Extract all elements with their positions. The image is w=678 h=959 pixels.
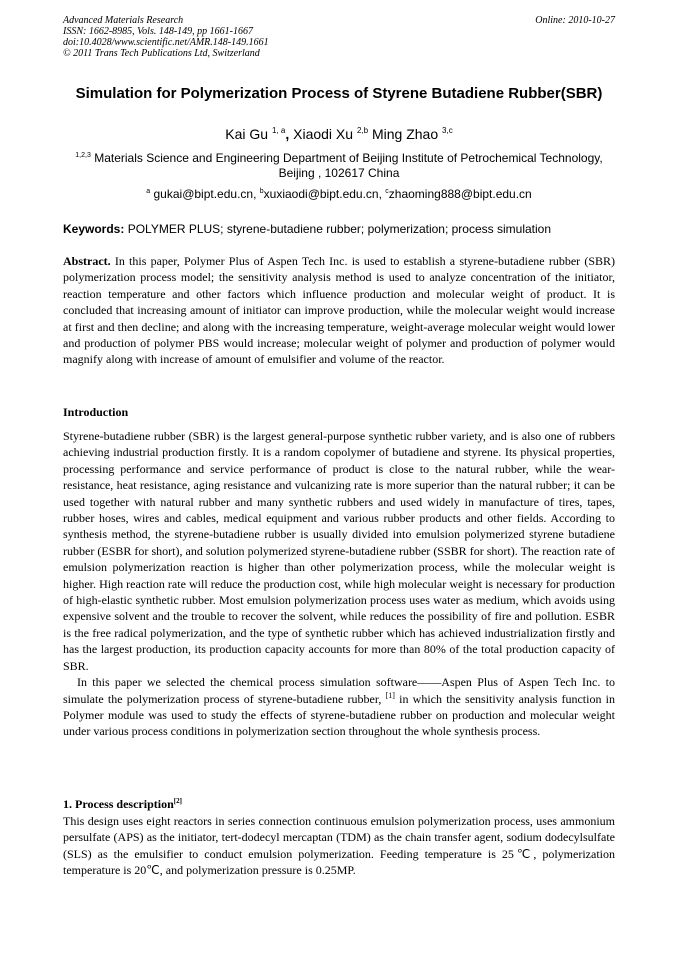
author-list: Kai Gu $^{1, a}$, Xiaodi Xu $^{2,b}$ Ming Zhao $^{3,c}$: [225, 126, 453, 142]
process-description-heading: [63, 797, 615, 812]
email-link[interactable]: xuxiaodi@bipt.edu.cn,: [263, 187, 382, 201]
journal-name: Advanced Materials Research: [63, 15, 184, 26]
abstract: [63, 253, 615, 368]
author-superscript: 1, a: [272, 126, 286, 135]
process-description-body: This design uses eight reactors in series connection continuous emulsion polymerization process, uses ammonium persulfate (APS) as the initiator, tert-dodecyl mercaptan (TDM) as the chain transfer agent, sodium dodecylsulfate (SLS) as the emulsifier to conduct emulsion polymerization. Feeding temperature is 25℃, polymerization temperature is 20℃, and polymerization pressure is 0.25MP.: [63, 814, 615, 878]
citation-marker[interactable]: [1]: [385, 690, 395, 700]
author-name: Ming Zhao: [371, 126, 439, 142]
author-name: Kai Gu: [225, 126, 269, 142]
email-superscript: b: [259, 188, 264, 195]
abstract-label: Abstract.: [63, 254, 111, 268]
paper-title: Simulation for Polymerization Process of Styrene Butadiene Rubber(SBR): [75, 85, 603, 102]
email-superscript: c: [385, 188, 389, 195]
introduction-heading: Introduction: [63, 405, 129, 419]
email-superscript: a: [146, 188, 151, 195]
author-superscript: 2,b: [356, 126, 369, 135]
keywords: [63, 222, 615, 237]
paragraph-text: In this paper we selected the chemical process simulation software——Aspen Plus of Aspen Tech Inc. to simulate the polymerization process of styrene-butadiene rubber,: [63, 675, 615, 706]
introduction-paragraph-2: [63, 674, 615, 740]
copyright-line: © 2011 Trans Tech Publications Ltd, Switzerland: [63, 48, 260, 59]
introduction-body: [63, 428, 615, 740]
doi-line: doi:10.4028/www.scientific.net/AMR.148-149.1661: [63, 37, 269, 48]
abstract-text: In this paper, Polymer Plus of Aspen Tech Inc. is used to establish a styrene-butadiene rubber (SBR) polymerization process model; the sensitivity analysis method is used to analyze concentration of the initiator, reaction temperature and other factors which influence production and molecular weight of product. It is concluded that increasing amount of initiator can improve production, while the molecular weight would increase at first and then decline; and along with the increasing temperature, weight-average molecular weight would lower and production of polymer PBS would increase; molecular weight of polymer and production of polymer would magnify along with increase of amount of emulsifier and volume of the reactor.: [63, 254, 616, 367]
affiliation-superscript: 1,2,3: [75, 152, 91, 159]
author-name: Xiaodi Xu: [293, 126, 354, 142]
introduction-paragraph-1: Styrene-butadiene rubber (SBR) is the largest general-purpose synthetic rubber variety, and is also one of rubbers achieving industrial production firstly. It is a random copolymer of butadiene and styrene. Its physical properties, processing performance and service performance of product is close to the natural rubber, while the wear-resistance, heat resistance, aging resistance and vulcanizing rate is more superior than the natural rubber; it can be used together with natural rubber and many synthetic rubbers and used widely in manufacture of tires, tapes, rubber hoses, wires and cables, medical equipment and various rubber products and other fields. According to synthesis method, the styrene-butadiene rubber is usually divided into emulsion polymerized styrene butadiene rubber (ESBR for short), and solution polymerized styrene-butadiene rubber (SSBR for short). The reaction rate of emulsion polymerization reaction is higher than other polymerization process, while the molecular weight is higher. High reaction rate will reduce the production cost, while high molecular weight is necessary for production of high-elastic synthetic rubber. Most emulsion polymerization process uses water as medium, which avoids using expensive solvent and the trouble to recover the solvent, while reduces the possibility of fire and pollution. ESBR is the free radical polymerization, and the type of synthetic rubber which has achieved industrialization firstly and has the largest production, its production capacity accounts for more than 80% of the total production capacity of SBR.: [63, 429, 615, 673]
online-date: Online: 2010-10-27: [535, 15, 615, 26]
author-superscript: 3,c: [442, 126, 453, 135]
paragraph-text: in which the sensitivity analysis function in Polymer module was used to study the effects of styrene-butadiene rubber on production and molecular weight under various process conditions in polymerization section throughout the whole synthesis process.: [63, 691, 616, 739]
email-link[interactable]: zhaoming888@bipt.edu.cn: [388, 187, 532, 201]
citation-marker[interactable]: [2]: [173, 797, 182, 805]
journal-header: [63, 15, 615, 59]
section-heading-text: 1. Process description: [63, 797, 174, 811]
affiliation: [63, 151, 615, 181]
issn-line: ISSN: 1662-8985, Vols. 148-149, pp 1661-1667: [63, 26, 253, 37]
affiliation-text: Materials Science and Engineering Department of Beijing Institute of Petrochemical Technology, Beijing , 102617 China: [94, 151, 603, 180]
keywords-text: POLYMER PLUS; styrene-butadiene rubber; polymerization; process simulation: [127, 222, 552, 236]
email-link[interactable]: gukai@bipt.edu.cn,: [153, 187, 257, 201]
keywords-label: Keywords:: [63, 222, 125, 236]
author-emails: [63, 187, 615, 202]
